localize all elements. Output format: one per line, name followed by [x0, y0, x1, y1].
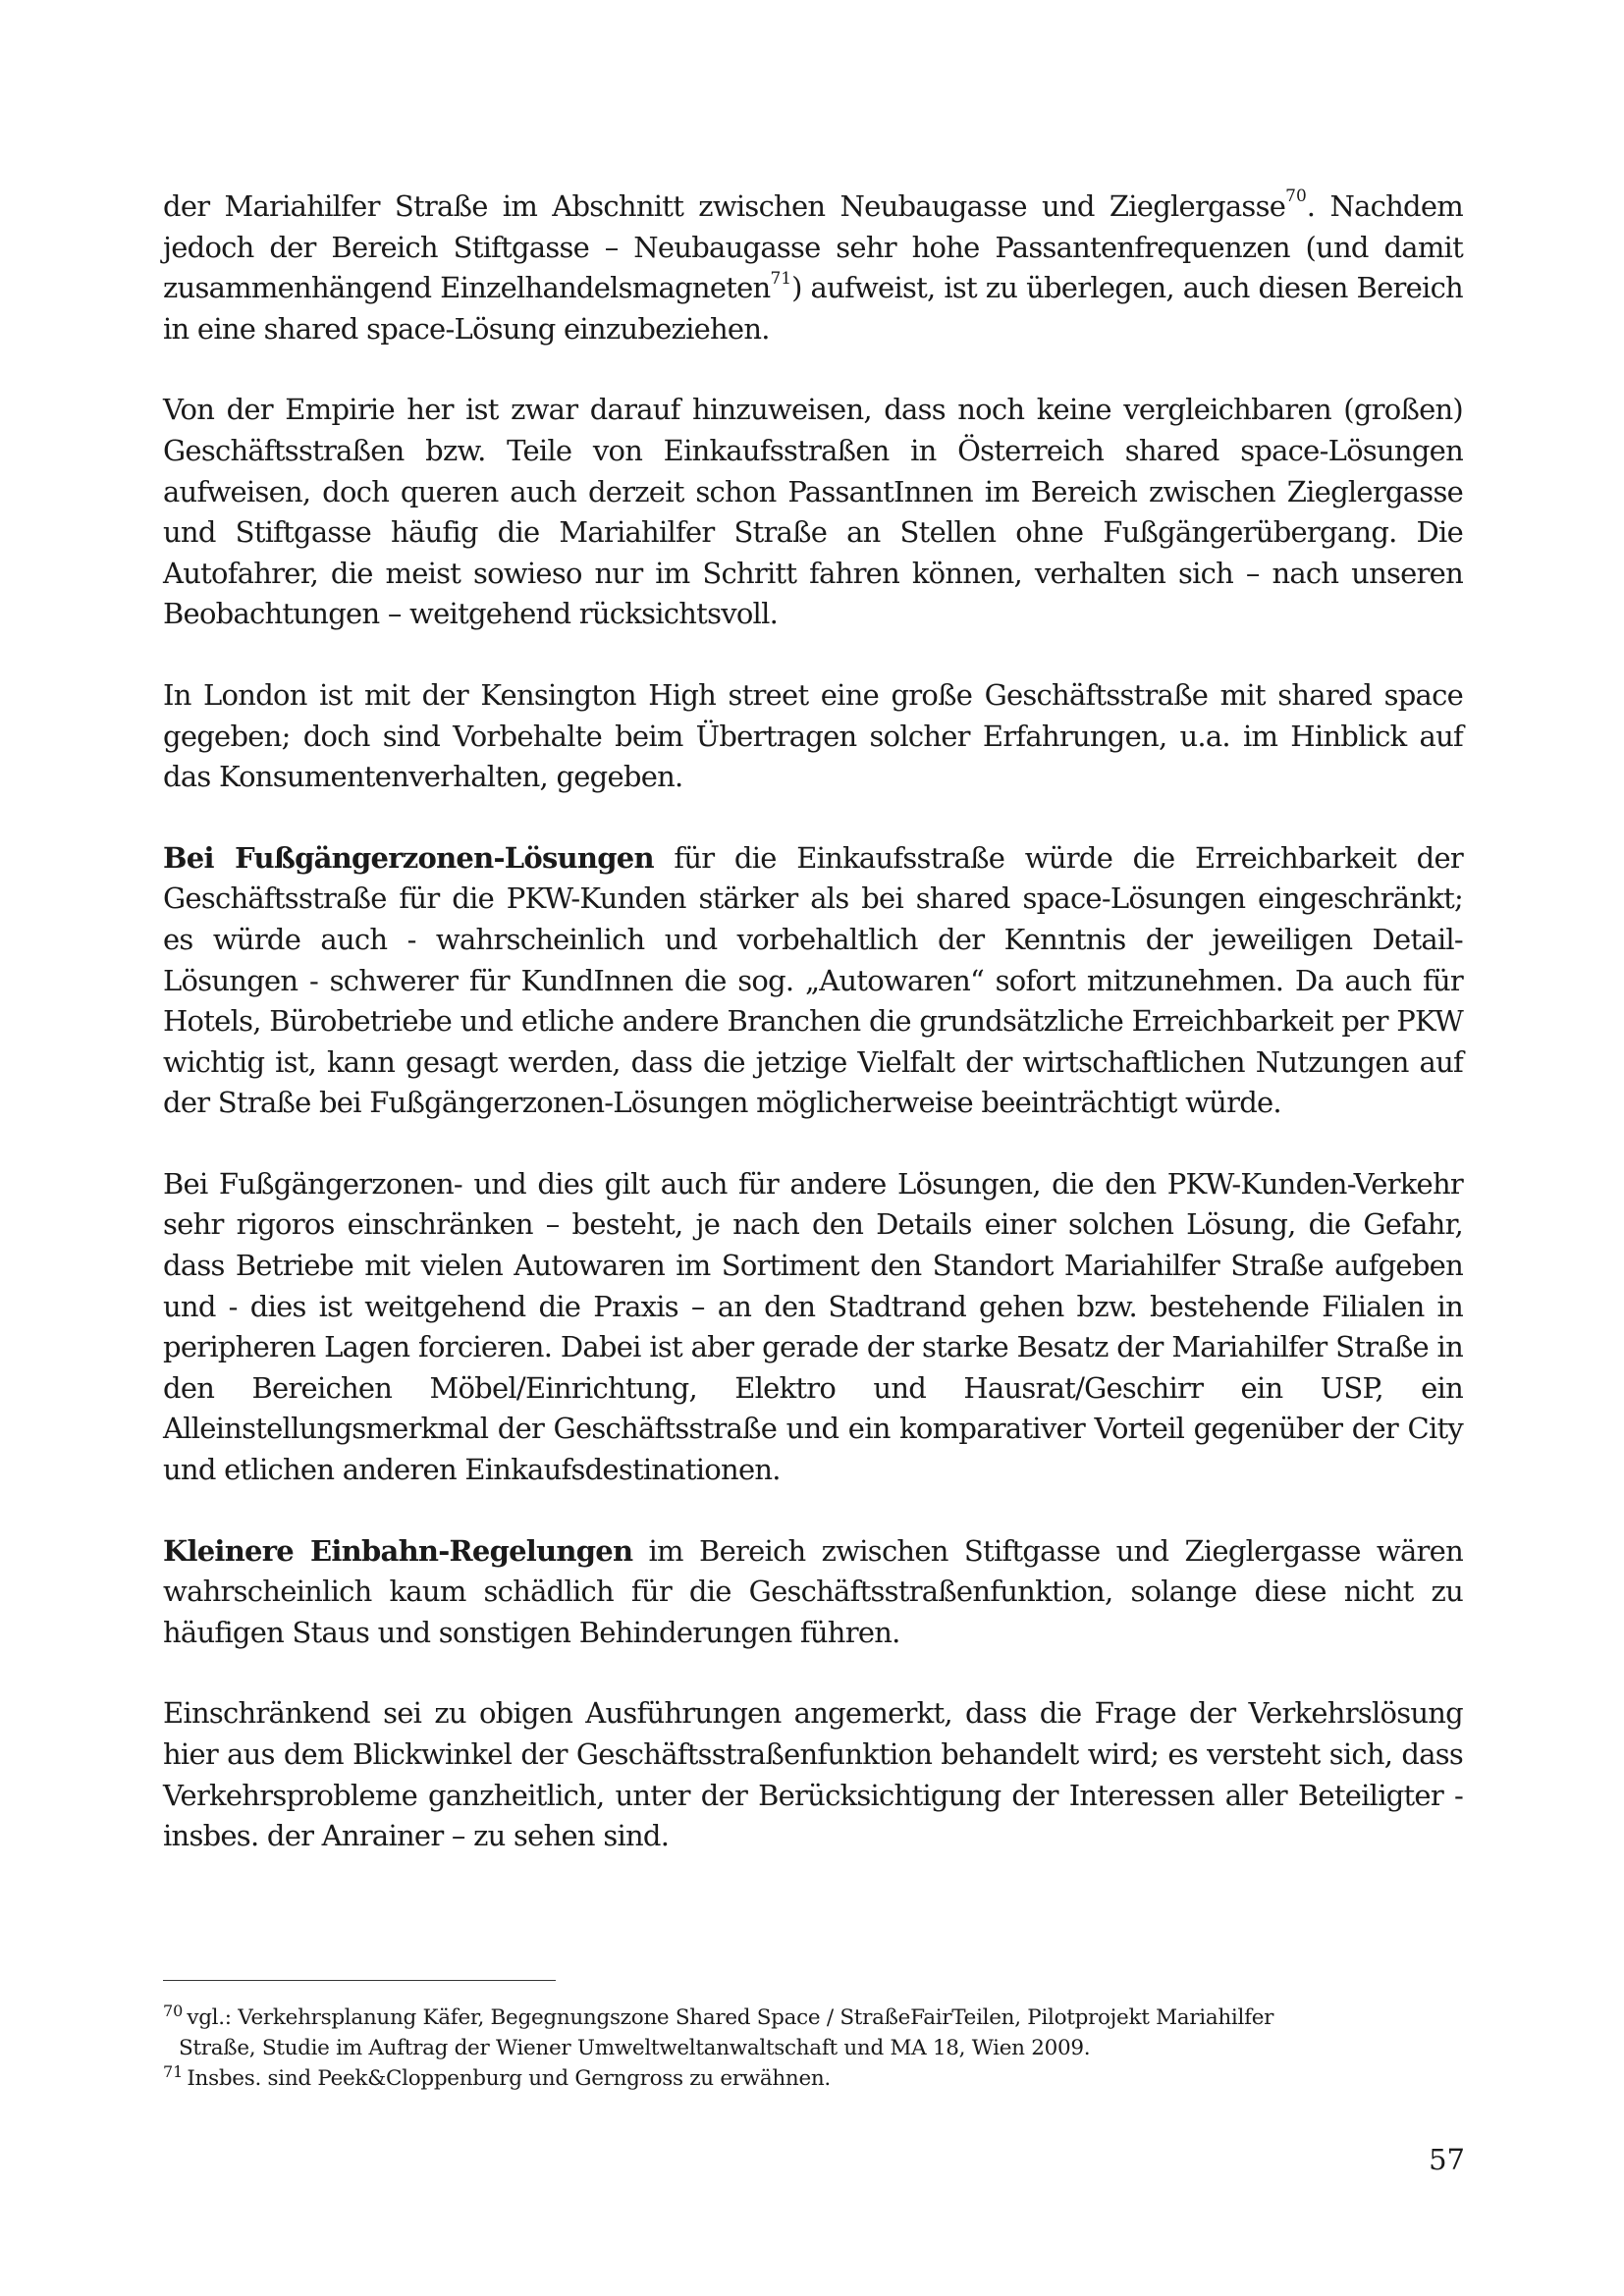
paragraph-einbahn-regelungen	[163, 1531, 1463, 1654]
paragraph-shared-space-section	[163, 187, 1463, 349]
paragraph-text: für die Einkaufsstraße würde die Erreichbarkeit der Geschäftsstraße für die PKW-Kunden stärker als bei shared space-Lösungen eingeschränkt; es würde auch - wahrscheinlich und vorbehaltlich der Kenntnis der jeweiligen Detail-Lösungen - schwerer für KundInnen die sog. „Autowaren“ sofort mitzunehmen. Da auch für Hotels, Bürobetriebe und etliche andere Branchen die grundsätzliche Erreichbarkeit per PKW wichtig ist, kann gesagt werden, dass die jetzige Vielfalt der wirtschaftlichen Nutzungen auf der Straße bei Fußgängerzonen-Lösungen möglicherweise beeinträchtigt würde.	[163, 840, 1463, 1120]
paragraph-pkw-kunden: Bei Fußgängerzonen- und dies gilt auch für andere Lösungen, die den PKW-Kunden-Verkehr sehr rigoros einschränken – besteht, je nach den Details einer solchen Lösung, die Gefahr, dass Betriebe mit vielen Autowaren im Sortiment den Standort Mariahilfer Straße aufgeben und - dies ist weitgehend die Praxis – an den Stadtrand gehen bzw. bestehende Filialen in peripheren Lagen forcieren. Dabei ist aber gerade der starke Besatz der Mariahilfer Straße in den Bereichen Möbel/Einrichtung, Elektro und Hausrat/Geschirr ein USP, ein Alleinstellungsmerkmal der Geschäftsstraße und ein komparativer Vorteil gegenüber der City und etlichen anderen Einkaufsdestinationen.	[163, 1166, 1463, 1487]
footnote-separator	[163, 1980, 556, 1981]
footnote-71	[163, 2063, 1463, 2094]
footnote-text: Insbes. sind Peek&Cloppenburg und Gerngross zu erwähnen.	[187, 2066, 831, 2091]
footnote-70	[163, 2002, 1463, 2063]
paragraph-text: . Nachdem jedoch der Bereich Stiftgasse – Neubaugasse sehr hohe Passantenfrequenzen (und damit zusammenhängend Einzelhandelsmagneten	[163, 189, 1463, 305]
footnote-mark: 70	[163, 2001, 184, 2020]
footnotes	[163, 2002, 1463, 2094]
paragraph-text: ) aufweist, ist zu überlegen, auch diesen Bereich in eine shared space-Lösung einzubeziehen.	[163, 271, 1463, 346]
page-number: 57	[1429, 2143, 1465, 2176]
paragraph-text: im Bereich zwischen Stiftgasse und Zieglergasse wären wahrscheinlich kaum schädlich für die Geschäftsstraßenfunktion, solange diese nicht zu häufigen Staus und sonstigen Behinderungen führen.	[163, 1533, 1463, 1649]
paragraph-einschraenkend: Einschränkend sei zu obigen Ausführungen angemerkt, dass die Frage der Verkehrslösung hier aus dem Blickwinkel der Geschäftsstraßenfunktion behandelt wird; es versteht sich, dass Verkehrsprobleme ganzheitlich, unter der Berücksichtigung der Interessen aller Beteiligter - insbes. der Anrainer – zu sehen sind.	[163, 1696, 1463, 1853]
paragraph-text: der Mariahilfer Straße im Abschnitt zwischen Neubaugasse und Zieglergasse	[163, 189, 1286, 223]
footnote-reference-70[interactable]: 70	[1285, 187, 1307, 207]
footnote-reference-71[interactable]: 71	[770, 268, 792, 289]
footnote-text: vgl.: Verkehrsplanung Käfer, Begegnungszone Shared Space / StraßeFairTeilen, Pilotprojekt Mariahilfer	[187, 2005, 1274, 2030]
footnote-text-continued: Straße, Studie im Auftrag der Wiener Umweltweltanwaltschaft und MA 18, Wien 2009.	[179, 2036, 1091, 2060]
bold-lead-in: Bei Fußgängerzonen-Lösungen	[163, 840, 654, 875]
document-body	[163, 187, 1463, 1897]
bold-lead-in: Kleinere Einbahn-Regelungen	[163, 1533, 633, 1568]
paragraph-fussgaengerzonen	[163, 838, 1463, 1124]
paragraph-london: In London ist mit der Kensington High street eine große Geschäftsstraße mit shared space gegeben; doch sind Vorbehalte beim Übertragen solcher Erfahrungen, u.a. im Hinblick auf das Konsumentenverhalten, gegeben.	[163, 677, 1463, 794]
paragraph-empirie: Von der Empirie her ist zwar darauf hinzuweisen, dass noch keine vergleichbaren (großen) Geschäftsstraßen bzw. Teile von Einkaufsstraßen in Österreich shared space-Lösungen aufweisen, doch queren auch derzeit schon PassantInnen im Bereich zwischen Zieglergasse und Stiftgasse häufig die Mariahilfer Straße an Stellen ohne Fußgängerübergang. Die Autofahrer, die meist sowieso nur im Schritt fahren können, verhalten sich – nach unseren Beobachtungen – weitgehend rücksichtsvoll.	[163, 393, 1463, 631]
footnote-mark: 71	[163, 2061, 184, 2081]
